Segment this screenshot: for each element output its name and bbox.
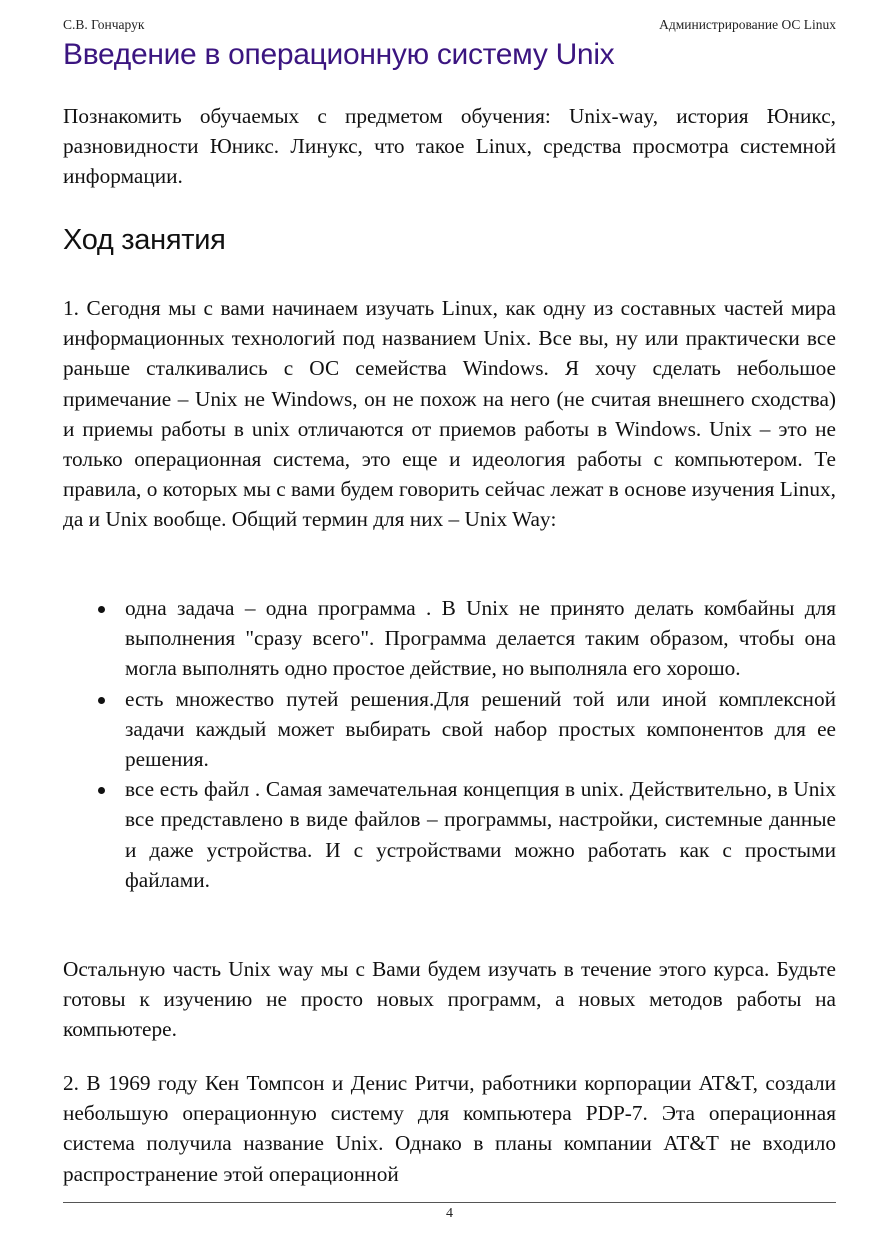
section-heading: Ход занятия [63, 224, 226, 256]
header-author: С.В. Гончарук [63, 17, 145, 32]
footer-divider [63, 1202, 836, 1203]
intro-paragraph: Познакомить обучаемых с предметом обучения: Unix-way, история Юникс, разновидности Юникс. Линукс, что такое Linux, средства просмотра системной информации. [63, 104, 836, 189]
paragraph-1: 1. Сегодня мы с вами начинаем изучать Linux, как одну из составных частей мира информационных технологий под названием Unix. Все вы, ну или практически все раньше сталкивались с ОС семейства Windows. Я хочу сделать небольшое примечание – Unix не Windows, он не похож на него (не считая внешнего сходства) и приемы работы в unix отличаются от приемов работы в Windows. Unix – это не только операционная система, это еще и идеология работы с компьютером. Те правила, о которых мы с вами будем говорить сейчас лежат в основе изучения Linux, да и Unix вообще. Общий термин для них – Unix Way: [63, 296, 836, 532]
page-number: 4 [446, 1206, 453, 1221]
bullet-icon [98, 606, 105, 613]
list-item-text: есть множество путей решения.Для решений той или иной комплексной задачи каждый может выбирать свой набор простых компонентов для ее решения. [125, 686, 836, 772]
list-item-text: одна задача – одна программа . В Unix не принято делать комбайны для выполнения "сразу всего". Программа делается таким образом, чтобы она могла выполнять одно простое действие, но выполняла его хорошо. [125, 596, 836, 681]
page-title: Введение в операционную систему Unix [63, 38, 615, 71]
page-header [63, 17, 836, 35]
header-course: Администрирование ОС Linux [659, 17, 836, 32]
unix-way-list [63, 593, 836, 895]
bullet-icon [98, 697, 105, 704]
list-item [63, 774, 836, 895]
list-item [63, 684, 836, 775]
paragraph-3: Остальную часть Unix way мы с Вами будем изучать в течение этого курса. Будьте готовы к изучению не просто новых программ, а новых методов работы на компьютере. [63, 957, 836, 1042]
paragraph-4: 2. В 1969 году Кен Томпсон и Денис Ритчи, работники корпорации AT&T, создали небольшую операционную систему для компьютера PDP-7. Эта операционная система получила название Unix. Однако в планы компании AT&T не входило распространение этой операционной [63, 1071, 836, 1186]
intro-block [63, 101, 836, 192]
list-item-text: все есть файл . Самая замечательная концепция в unix. Действительно, в Unix все представлено в виде файлов – программы, настройки, системные данные и даже устройства. И с устройствами можно работать как с простыми файлами. [125, 777, 836, 892]
bullet-icon [98, 787, 105, 794]
list-item [63, 593, 836, 684]
